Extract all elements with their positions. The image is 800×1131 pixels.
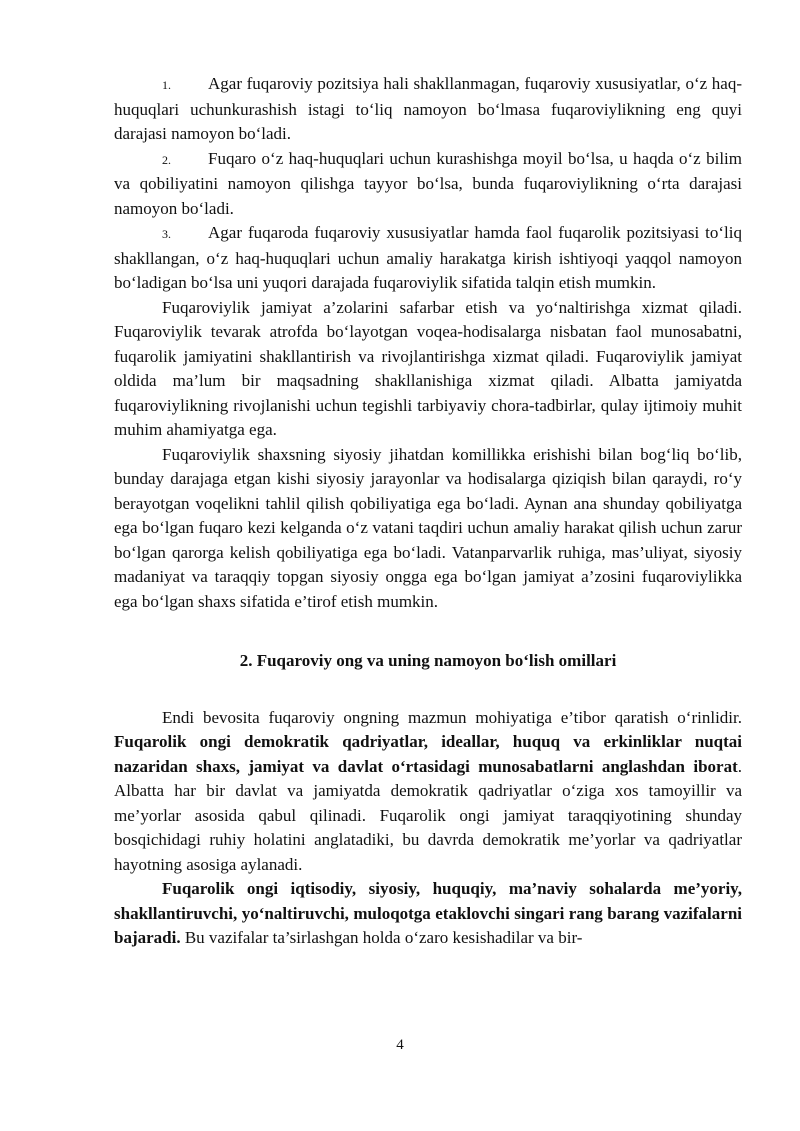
paragraph-rest: . Albatta har bir davlat va jamiyatda demokratik qadriyatlar o‘ziga xos tamoyillir va me’yorlar asosida qabul qilinadi. Fuqarolik ongi jamiyat taraqqiyotining shunday bosqichidagi ruhiy holatini anglatadiki, bu davrda demokratik me’yorlar va qadriyatlar hayotning asosiga aylanadi.: [114, 756, 742, 874]
paragraph: Fuqaroviylik jamiyat a’zolarini safarbar etish va yo‘naltirishga xizmat qiladi. Fuqaroviylik tevarak atrofda bo‘layotgan voqea-hodisalarga nisbatan faol munosabatni, fuqarolik jamiyatini shakllantirish va rivojlantirishga xizmat qiladi. Fuqaroviylik jamiyat oldida ma’lum bir maqsadning shakllanishiga xizmat qiladi. Albatta jamiyatda fuqaroviylikning rivojlanishi uchun tegishli tarbiyaviy chora-tadbirlar, qulay ijtimoiy muhit muhim ahamiyatga ega.: [114, 297, 742, 439]
list-text: Agar fuqaroviy pozitsiya hali shakllanmagan, fuqaroviy xususiyatlar, o‘z haq-huquqlari uchunkurashish istagi to‘liq namoyon bo‘lmasa fuqaroviylikning eng quyi darajasi namoyon bo‘ladi.: [114, 74, 742, 143]
list-text: Agar fuqaroda fuqaroviy xususiyatlar hamda faol fuqarolik pozitsiyasi to‘liq shakllangan, o‘z haq-huquqlari uchun amaliy harakatga kirish ishtiyoqi yaqqol namoyon bo‘ladigan bo‘lsa uni yuqori darajada fuqaroviylik sifatida talqin etish mumkin.: [114, 223, 742, 292]
list-text: Fuqaro o‘z haq-huquqlari uchun kurashishga moyil bo‘lsa, u haqda o‘z bilim va qobiliyatini namoyon qilishga tayyor bo‘lsa, bunda fuqaroviylikning o‘rta darajasi namoyon bo‘ladi.: [114, 148, 742, 218]
section-heading: 2. Fuqaroviy ong va uning namoyon bo‘lish omillari: [239, 651, 617, 670]
paragraph: Fuqaroviylik shaxsning siyosiy jihatdan komillikka erishishi bilan bog‘liq bo‘lib, bunday darajaga etgan kishi siyosiy jarayonlar va hodisalarga qiziqish bilan qaraydi, ro‘y berayotgan voqelikni tahlil qilish qobiliyatiga ega bo‘ladi. Aynan ana shunday qobiliyatga ega bo‘lgan fuqaro kezi kelganda o‘z vatani taqdiri uchun amaliy harakat qilish uchun zarur bo‘lgan qarorga kelish qobiliyatiga ega bo‘ladi. Vatanparvarlik ruhiga, mas’uliyat, siyosiy madaniyat va taraqqiy topgan siyosiy ongga ega bo‘lgan jamiyat a’zosini fuqaroviylikka ega bo‘lgan shaxs sifatida e’tirof etish mumkin.: [114, 444, 742, 611]
list-number: 1.: [162, 78, 171, 92]
list-number: 2.: [162, 152, 171, 167]
list-item-3: [114, 221, 742, 296]
paragraph-bold-text: Fuqarolik ongi iqtisodiy, siyosiy, huquqiy, ma’naviy sohalarda me’yoriy, shakllantiruvchi, yo‘naltiruvchi, muloqotga etaklovchi singari rang barang vazifalarni bajaradi.: [114, 879, 742, 947]
paragraph-bold-text: Fuqarolik ongi demokratik qadriyatlar, ideallar, huquq va erkinliklar nuqtai nazaridan shaxs, jamiyat va davlat o‘rtasidagi munosabatlarni anglashdan iborat: [114, 732, 742, 776]
list-item-2: [114, 147, 742, 222]
list-item-1: [114, 72, 742, 147]
paragraph-rest: Bu vazifalar ta’sirlashgan holda o‘zaro kesishadilar va bir-: [180, 928, 583, 947]
page-content: [114, 72, 742, 951]
paragraph-definition: [114, 706, 742, 878]
list-number: 3.: [162, 227, 171, 241]
page-number: 4: [396, 1037, 404, 1053]
paragraph-intro: Endi bevosita fuqaroviy ongning mazmun mohiyatiga e’tibor qaratish o‘rinlidir.: [162, 707, 742, 727]
paragraph-functions: [114, 877, 742, 951]
